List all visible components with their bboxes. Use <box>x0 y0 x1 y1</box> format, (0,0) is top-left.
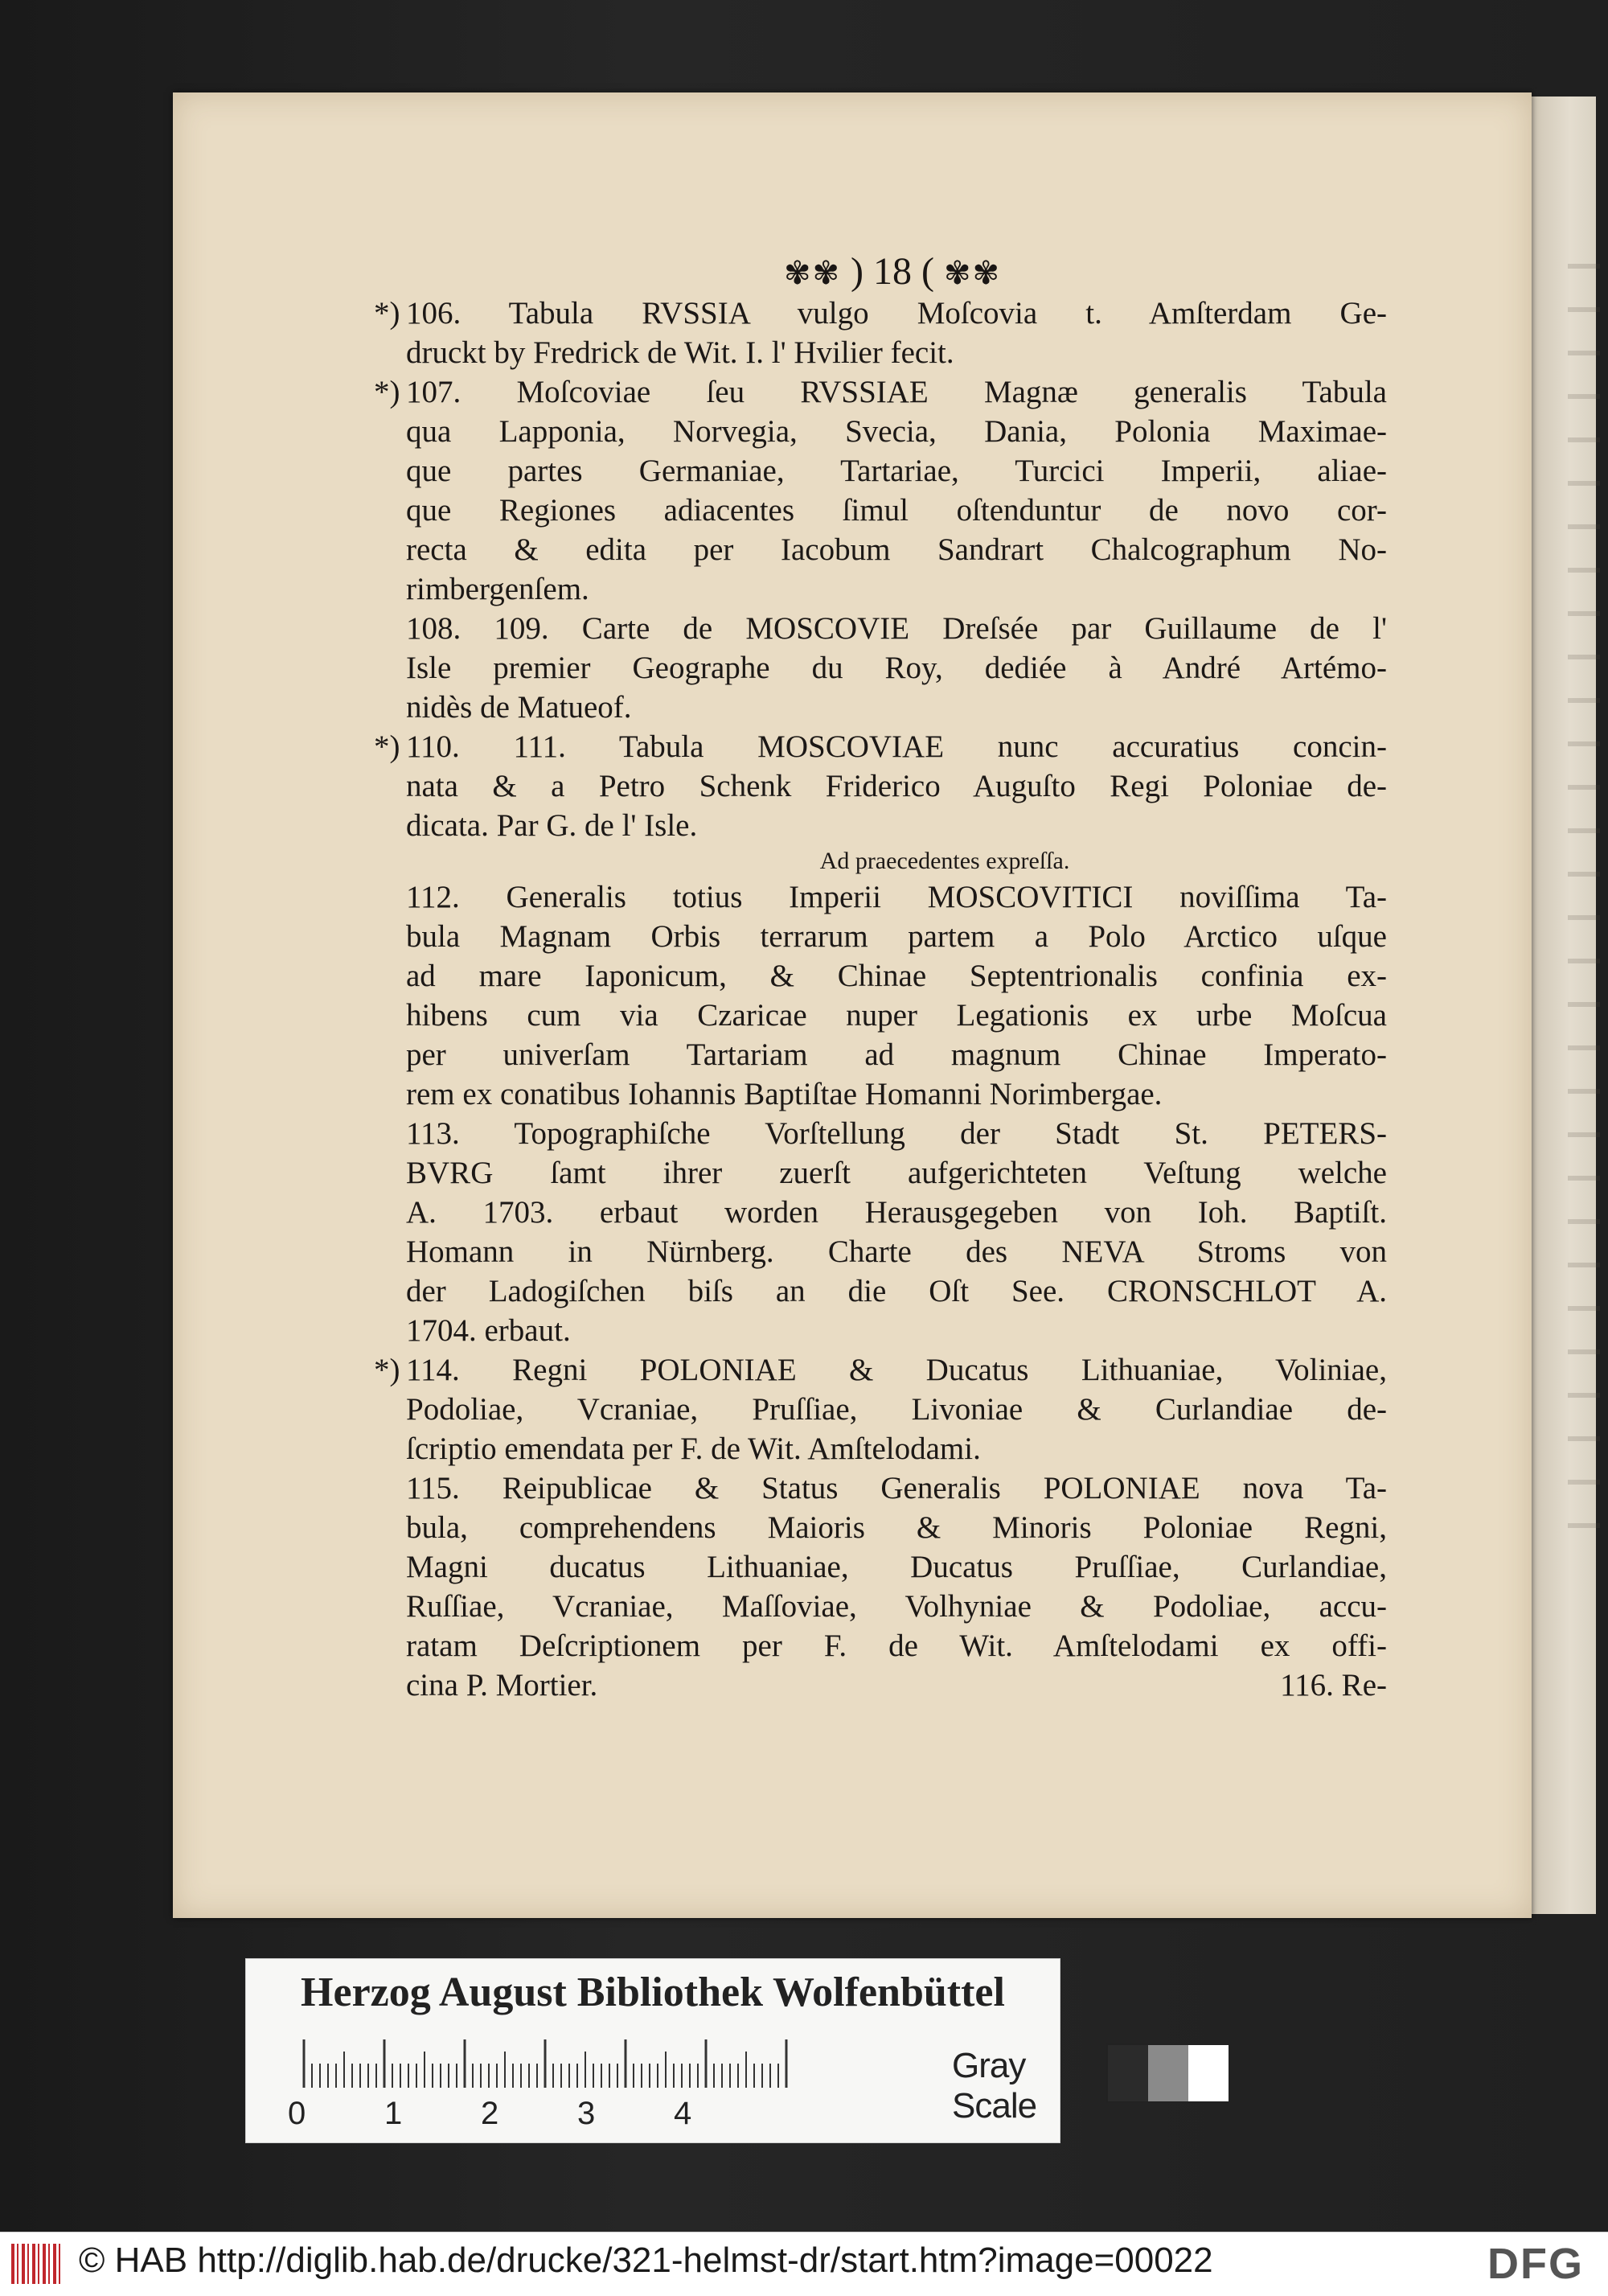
catalog-entry <box>406 1114 1387 1350</box>
entry-line: rem ex conatibus Iohannis Baptiſtae Homanni Norimbergae. <box>406 1077 1163 1111</box>
entry-line: 108. 109. Carte de MOSCOVIE Dreſsée par Guillaume de l' <box>406 611 1387 646</box>
entry-line: Ruſſiae, Vcraniae, Maſſoviae, Volhyniae & Podoliae, accu- <box>406 1589 1387 1624</box>
entry-line: druckt by Fredrick de Wit. I. l' Hvilier fecit. <box>406 335 954 370</box>
gray-scale-swatches <box>1106 2043 1230 2103</box>
entry-line: 113. Topographiſche Vorſtellung der Stadt St. PETERS- <box>406 1116 1387 1151</box>
catalog-entry <box>406 877 1387 1114</box>
entry-line: Magni ducatus Lithuaniae, Ducatus Pruſſiae, Curlandiae, <box>406 1550 1387 1584</box>
footer-url-text[interactable]: © HAB http://diglib.hab.de/drucke/321-helmst-dr/start.htm?image=00022 <box>79 2241 1213 2280</box>
ruler-number: 1 <box>384 2096 403 2131</box>
catalog-entry <box>374 727 1387 845</box>
catalog-entry <box>374 294 1387 372</box>
ruler-scale-icon <box>301 2039 928 2088</box>
gray-swatch-light <box>1188 2045 1229 2101</box>
entry-marker: *) <box>374 729 400 764</box>
entry-line: que Regiones adiacentes ſimul oſtenduntur de novo cor- <box>406 493 1387 528</box>
entry-line: recta & edita per Iacobum Sandrart Chalcographum No- <box>406 532 1387 567</box>
gray-scale-label: Gray Scale <box>952 2046 1037 2126</box>
entry-line: per univerſam Tartariam ad magnum Chinae Imperato- <box>406 1037 1387 1072</box>
entry-line: BVRG ſamt ihrer zuerſt aufgerichteten Veſtung welche <box>406 1156 1387 1190</box>
page-body-text <box>374 294 1387 1705</box>
entry-line: bula Magnam Orbis terrarum partem a Polo Arctico uſque <box>406 919 1387 954</box>
entry-line: Homann in Nürnberg. Charte des NEVA Stroms von <box>406 1234 1387 1269</box>
entry-line: der Ladogiſchen biſs an die Oſt See. CRONSCHLOT A. <box>406 1274 1387 1308</box>
ruler-numbers <box>288 2096 692 2136</box>
footer-bar <box>0 2232 1608 2296</box>
centered-note: Ad praecedentes expreſſa. <box>819 848 1070 874</box>
color-reference-card <box>245 1958 1060 2143</box>
entry-line: dicata. Par G. de l' Isle. <box>406 808 698 843</box>
entry-line: ratam Deſcriptionem per F. de Wit. Amſtelodami ex offi- <box>406 1629 1387 1663</box>
entry-line: qua Lapponia, Norvegia, Svecia, Dania, Polonia Maximae- <box>406 414 1387 449</box>
entry-line: A. 1703. erbaut worden Herausgegeben von Ioh. Baptiſt. <box>406 1195 1387 1230</box>
entry-line: hibens cum via Czaricae nuper Legationis ex urbe Moſcua <box>406 998 1387 1033</box>
gray-swatch-mid <box>1148 2045 1188 2101</box>
page-number: ) 18 ( <box>851 250 934 293</box>
entry-line: nata & a Petro Schenk Friderico Auguſto Regi Poloniae de- <box>406 769 1387 803</box>
gray-swatch-dark <box>1108 2045 1148 2101</box>
library-name: Herzog August Bibliothek Wolfenbüttel <box>301 1969 1005 2015</box>
entry-line: rimbergenſem. <box>406 572 589 606</box>
entry-line: cina P. Mortier. <box>406 1668 598 1702</box>
entry-line: 110. 111. Tabula MOSCOVIAE nunc accuratius concin- <box>406 729 1387 764</box>
entry-line: 114. Regni POLONIAE & Ducatus Lithuaniae, Voliniae, <box>406 1353 1387 1387</box>
entry-marker: *) <box>374 375 400 409</box>
entry-line: 115. Reipublicae & Status Generalis POLONIAE nova Ta- <box>406 1471 1387 1505</box>
adjacent-page-text-traces <box>1568 241 1600 1528</box>
catchword: 116. Re- <box>1280 1668 1387 1702</box>
entry-line: 106. Tabula RVSSIA vulgo Moſcovia t. Amſterdam Ge- <box>406 296 1387 331</box>
dfg-logo: DFG <box>1487 2240 1584 2288</box>
entry-line: 107. Moſcoviae ſeu RVSSIAE Magnæ generalis Tabula <box>406 375 1387 409</box>
ruler-number: 0 <box>288 2096 306 2131</box>
catalog-entry <box>374 1350 1387 1468</box>
catalog-entry <box>406 845 1387 877</box>
entry-line: ſcriptio emendata per F. de Wit. Amſtelodami. <box>406 1431 981 1466</box>
ruler-number: 4 <box>674 2096 692 2131</box>
ornament-left-icon: ✾✾ <box>783 255 842 291</box>
ruler-number: 3 <box>577 2096 596 2131</box>
entry-line: Isle premier Geographe du Roy, dediée à André Artémo- <box>406 651 1387 685</box>
catalog-entry <box>406 609 1387 727</box>
catalog-entry <box>406 1468 1387 1705</box>
ornament-right-icon: ✾✾ <box>943 255 1002 291</box>
entry-marker: *) <box>374 296 400 331</box>
entry-line: 1704. erbaut. <box>406 1313 571 1348</box>
page-header <box>740 249 1045 294</box>
entry-marker: *) <box>374 1353 400 1387</box>
barcode-logo-icon <box>11 2244 63 2284</box>
entry-line: que partes Germaniae, Tartariae, Turcici Imperii, aliae- <box>406 454 1387 488</box>
entry-line: bula, comprehendens Maioris & Minoris Poloniae Regni, <box>406 1510 1387 1545</box>
catalog-entry <box>374 372 1387 609</box>
entry-line: nidès de Matueof. <box>406 690 632 725</box>
entry-line: 112. Generalis totius Imperii MOSCOVITICI noviſſima Ta- <box>406 880 1387 914</box>
ruler-number: 2 <box>481 2096 499 2131</box>
entry-line: ad mare Iaponicum, & Chinae Septentrionalis confinia ex- <box>406 959 1387 993</box>
entry-line: Podoliae, Vcraniae, Pruſſiae, Livoniae & Curlandiae de- <box>406 1392 1387 1427</box>
